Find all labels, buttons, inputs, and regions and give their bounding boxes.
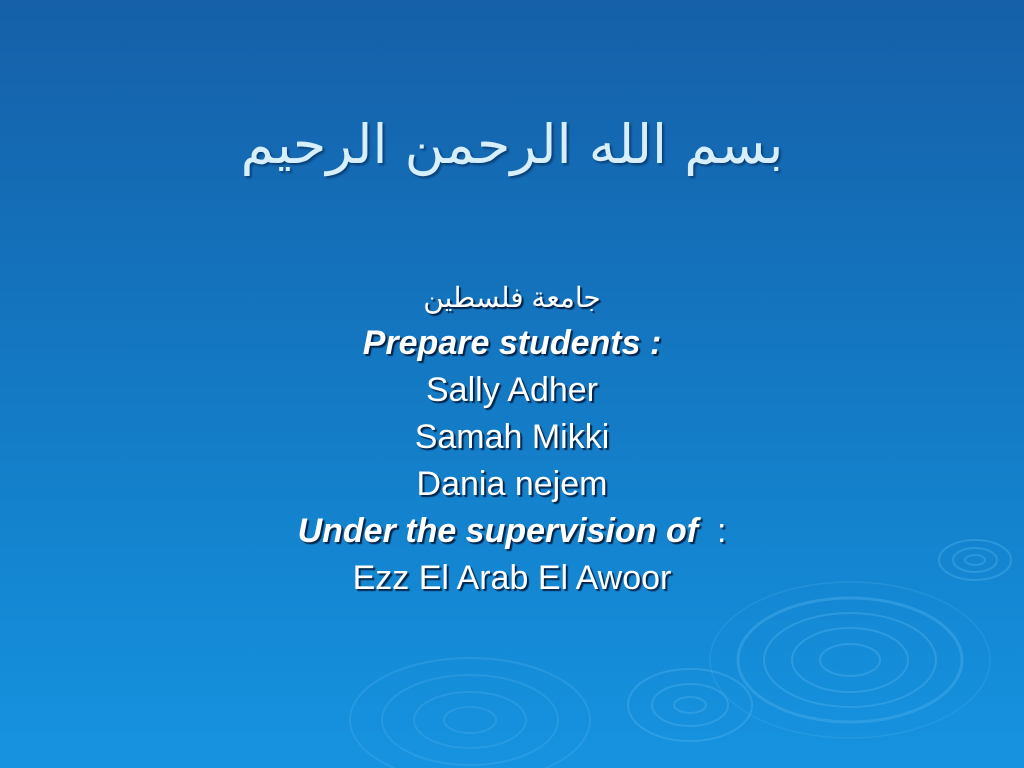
students-heading: Prepare students : bbox=[362, 324, 662, 362]
supervision-heading: Under the supervision of bbox=[297, 512, 699, 550]
ripple-mid-bottom bbox=[628, 669, 752, 741]
supervisor-name: Ezz El Arab El Awoor bbox=[352, 559, 672, 597]
student-name: Samah Mikki bbox=[414, 418, 610, 456]
university-name: جامعة فلسطين bbox=[423, 282, 601, 313]
ripple-large-bottom-right bbox=[710, 582, 990, 738]
slide-title: بسم الله الرحمن الرحيم bbox=[240, 113, 784, 176]
student-name: Sally Adher bbox=[426, 371, 598, 409]
supervision-line bbox=[0, 508, 1024, 555]
supervision-colon: : bbox=[716, 512, 727, 550]
ripple-bottom-left bbox=[350, 658, 590, 768]
student-name: Dania nejem bbox=[416, 465, 608, 503]
slide-body bbox=[0, 276, 1024, 602]
